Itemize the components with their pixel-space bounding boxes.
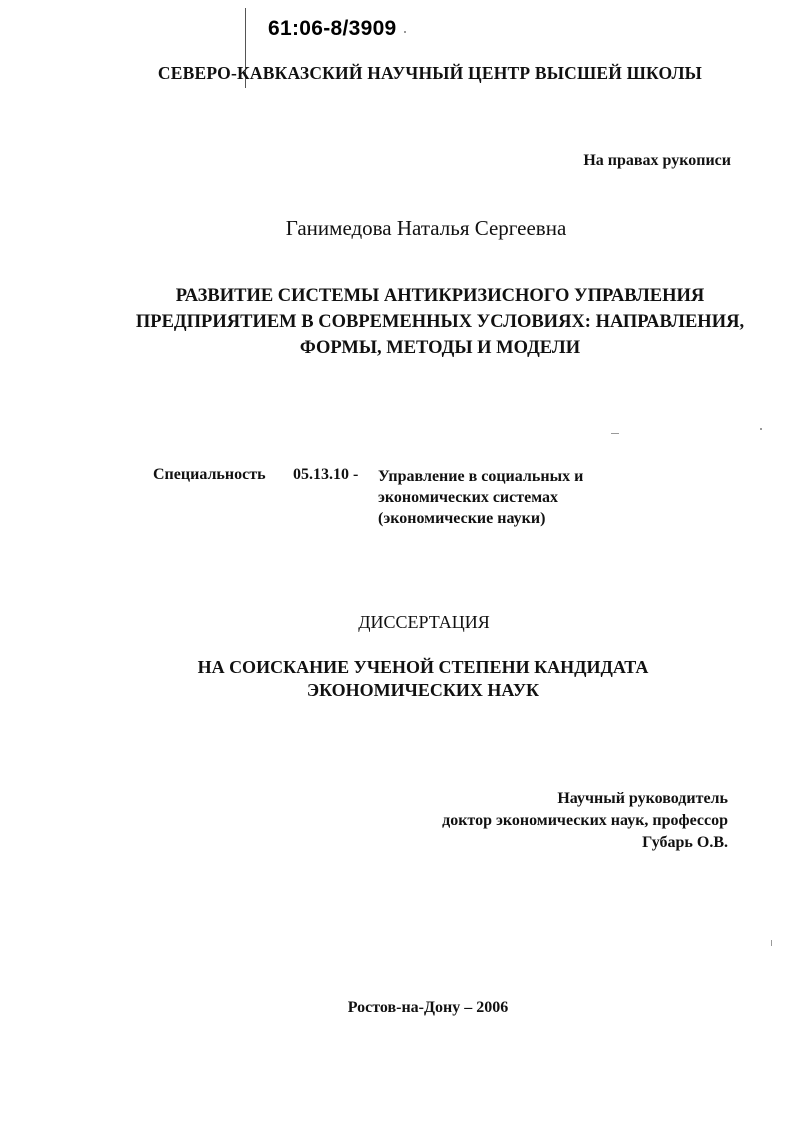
degree-line: НА СОИСКАНИЕ УЧЕНОЙ СТЕПЕНИ КАНДИДАТА bbox=[197, 657, 649, 677]
title-line: ФОРМЫ, МЕТОДЫ И МОДЕЛИ bbox=[299, 338, 581, 358]
scan-speck bbox=[760, 428, 762, 430]
supervisor-credentials: доктор экономических наук, профессор bbox=[442, 812, 728, 829]
degree-statement bbox=[100, 656, 746, 702]
scan-speck bbox=[771, 940, 772, 946]
specialty-label: Специальность bbox=[153, 466, 266, 483]
title-line: ПРЕДПРИЯТИЕМ В СОВРЕМЕННЫХ УСЛОВИЯХ: НАПРАВЛЕНИЯ, bbox=[135, 312, 745, 332]
work-type: ДИССЕРТАЦИЯ bbox=[358, 612, 490, 632]
specialty-code: 05.13.10 - bbox=[293, 466, 359, 483]
dissertation-title bbox=[100, 283, 780, 361]
specialty-name-line: (экономические науки) bbox=[378, 510, 546, 527]
supervisor-name: Губарь О.В. bbox=[642, 834, 728, 851]
author-name: Ганимедова Наталья Сергеевна bbox=[285, 216, 567, 240]
degree-line: ЭКОНОМИЧЕСКИХ НАУК bbox=[306, 680, 540, 700]
specialty-name-line: Управление в социальных и bbox=[378, 468, 584, 485]
supervisor-block bbox=[442, 788, 728, 854]
specialty-name bbox=[378, 466, 583, 529]
scan-speck bbox=[404, 31, 406, 33]
supervisor-role: Научный руководитель bbox=[557, 790, 728, 807]
rights-notice: На правах рукописи bbox=[583, 152, 731, 169]
specialty-name-line: экономических системах bbox=[378, 489, 558, 506]
title-line: РАЗВИТИЕ СИСТЕМЫ АНТИКРИЗИСНОГО УПРАВЛЕНИЯ bbox=[175, 286, 705, 306]
city-year: Ростов-на-Дону – 2006 bbox=[347, 999, 509, 1016]
library-stamp-code: 61:06-8/3909 bbox=[268, 17, 397, 40]
organization-name: СЕВЕРО-КАВКАЗСКИЙ НАУЧНЫЙ ЦЕНТР ВЫСШЕЙ ШКОЛЫ bbox=[157, 63, 703, 83]
scan-speck bbox=[611, 433, 619, 434]
